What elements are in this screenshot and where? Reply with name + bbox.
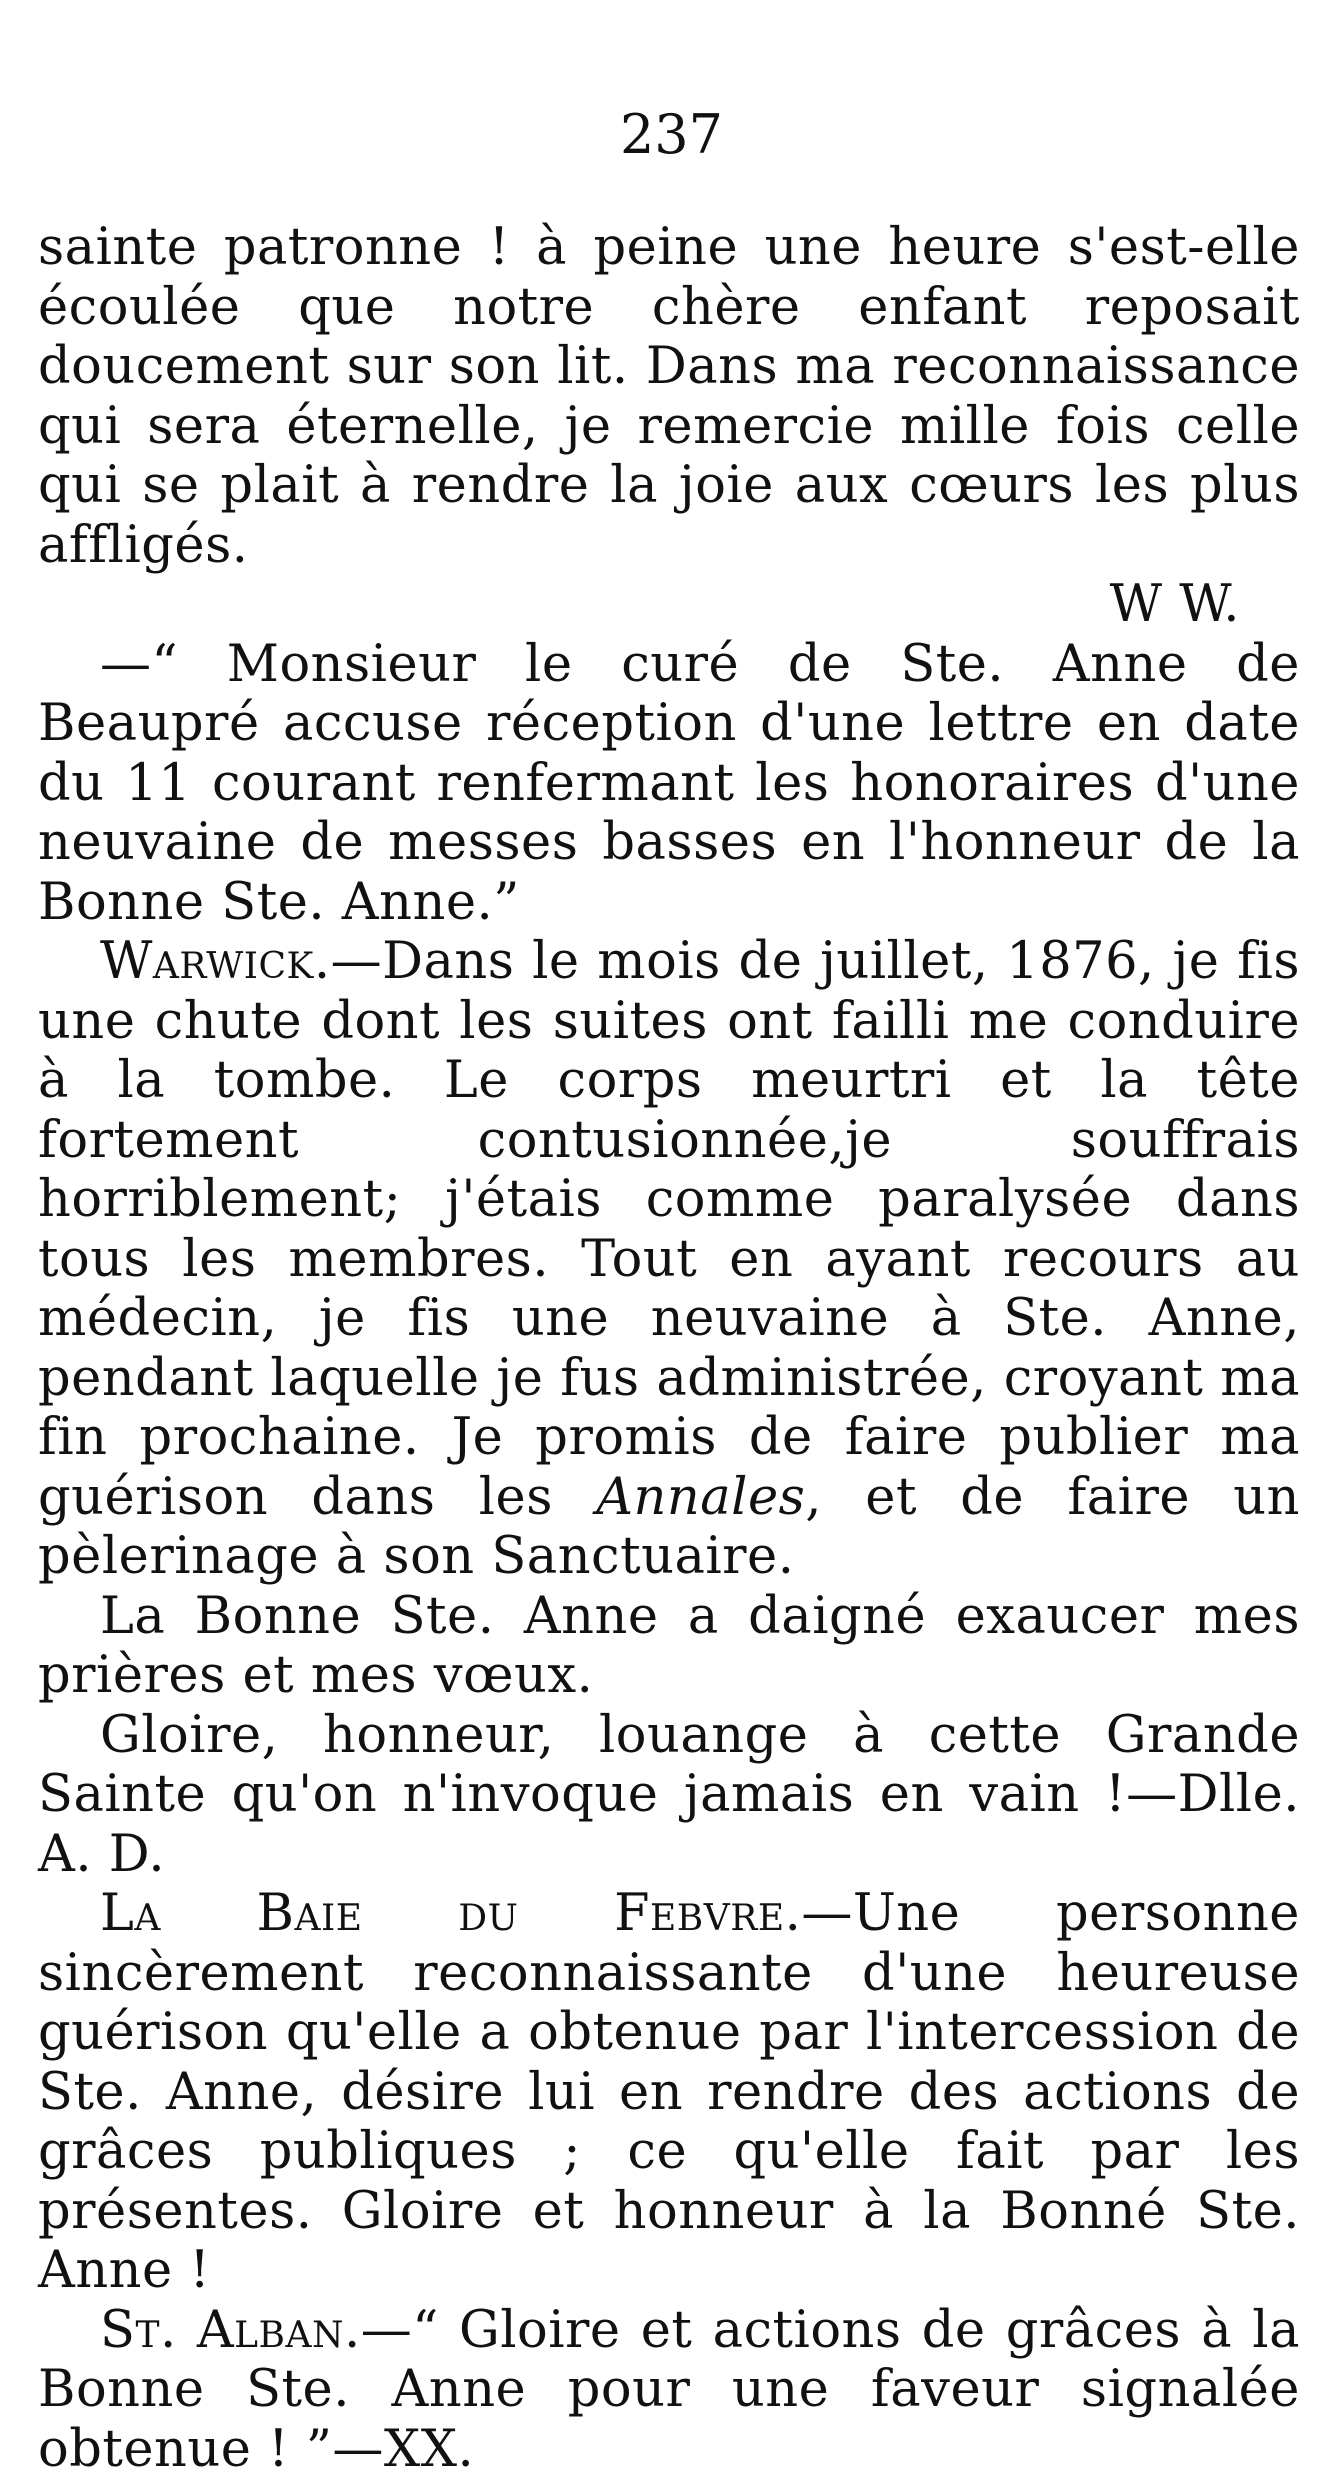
paragraph-baie-du-febvre bbox=[38, 1884, 1300, 2301]
paragraph-text: —Une personne sincèrement reconnaissante d'une heureuse guérison qu'elle a obtenue par l'intercession de Ste. Anne, désire lui en rendre des actions de grâces publiques ; ce qu'elle fait par les présentes. Gloire et honneur à la Bonné Ste. Anne ! bbox=[38, 1884, 1300, 2300]
paragraph-continuation: sainte patronne ! à peine une heure s'est-elle écoulée que notre chère enfant reposait doucement sur son lit. Dans ma reconnaissance qui sera éternelle, je remercie mille fois celle qui se plait à rendre la joie aux cœurs les plus affligés. bbox=[38, 218, 1300, 575]
paragraph-bonne-ste-anne: La Bonne Ste. Anne a daigné exaucer mes prières et mes vœux. bbox=[38, 1587, 1300, 1706]
place-name: La Baie du Febvre. bbox=[100, 1884, 801, 1943]
paragraph-gloire: Gloire, honneur, louange à cette Grande Sainte qu'on n'invoque jamais en vain !—Dlle. A. D. bbox=[38, 1706, 1300, 1885]
place-name: St. Alban. bbox=[100, 2301, 361, 2360]
place-name: Warwick. bbox=[100, 932, 331, 991]
paragraph-text-end: , et de faire un pèlerinage à son Sanctuaire. bbox=[38, 1468, 1300, 1587]
signature: W W. bbox=[38, 575, 1300, 635]
paragraph-st-alban bbox=[38, 2301, 1300, 2479]
page-number: 237 bbox=[0, 105, 1343, 165]
paragraph-warwick bbox=[38, 932, 1300, 1587]
paragraph-text: —Dans le mois de juillet, 1876, je fis une chute dont les suites ont failli me conduire à la tombe. Le corps meurtri et la tête fortement contusionnée,je souffrais horriblement; j'étais comme paralysée dans tous les membres. Tout en ayant recours au médecin, je fis une neuvaine à Ste. Anne, pendant laquelle je fus administrée, croyant ma fin prochaine. Je promis de faire publier ma guérison dans les bbox=[38, 932, 1300, 1527]
paragraph-text: —“ Gloire et actions de grâces à la Bonne Ste. Anne pour une faveur signalée obtenue ! ”—XX. bbox=[38, 2301, 1300, 2479]
paragraph-cure-notice: —“ Monsieur le curé de Ste. Anne de Beaupré accuse réception d'une lettre en date du 11 courant renfermant les honoraires d'une neuvaine de messes basses en l'honneur de la Bonne Ste. Anne.” bbox=[38, 635, 1300, 933]
body-text bbox=[38, 218, 1300, 2479]
italic-title: Annales bbox=[596, 1468, 805, 1527]
